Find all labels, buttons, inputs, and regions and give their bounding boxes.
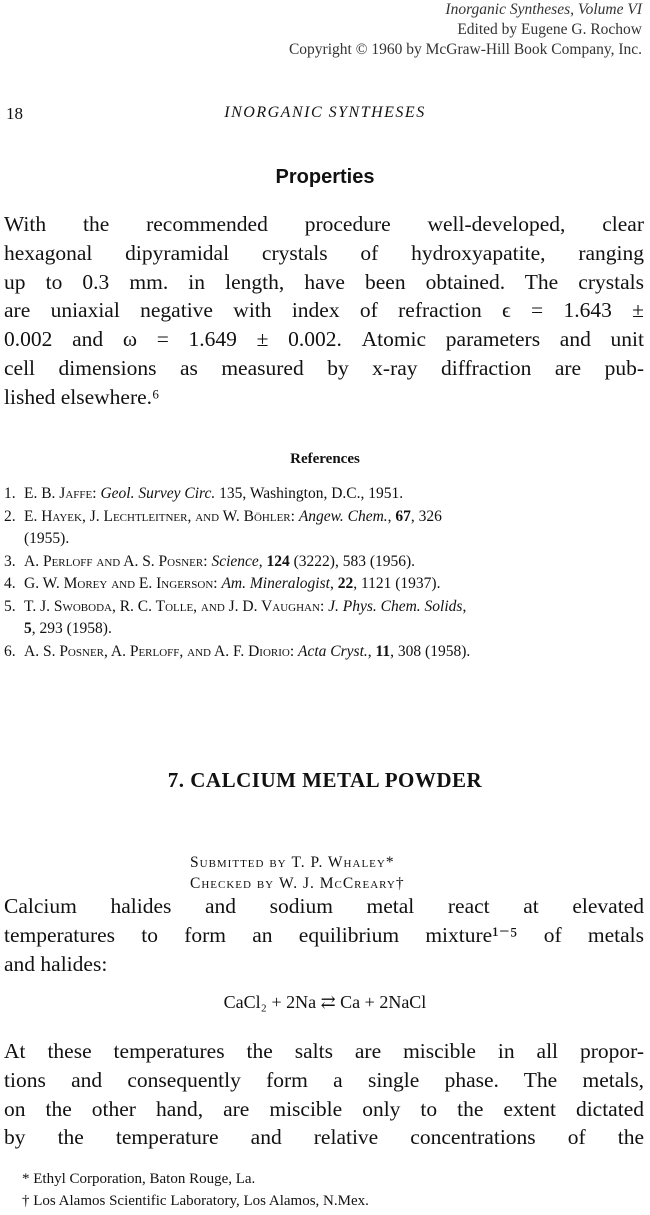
- text-line: With the recommended procedure well-developed, clear: [4, 212, 644, 236]
- footnotes: [22, 1168, 644, 1212]
- text-line: lished elsewhere.⁶: [4, 384, 160, 409]
- reference-item: 1. E. B. Jaffe: Geol. Survey Circ. 135, Washington, D.C., 1951.: [4, 485, 404, 502]
- body-paragraph: [4, 1037, 644, 1152]
- chemical-equation: CaCl₂ + 2Na ⇄ Ca + 2NaCl: [223, 992, 427, 1012]
- checked-by: Checked by W. J. McCreary†: [190, 875, 405, 892]
- reference-list: [4, 483, 644, 663]
- footnote: † Los Alamos Scientific Laboratory, Los Alamos, N.Mex.: [22, 1193, 369, 1209]
- properties-heading: Properties: [275, 166, 375, 188]
- running-head: [6, 104, 644, 126]
- copyright-line: Copyright © 1960 by McGraw-Hill Book Company, Inc.: [288, 41, 642, 58]
- text-line: hexagonal dipyramidal crystals of hydroxyapatite, ranging: [4, 240, 644, 265]
- text-line: on the other hand, are miscible only to the extent dictated: [4, 1096, 644, 1121]
- references-heading: References: [290, 451, 360, 467]
- text-line: temperatures to form an equilibrium mixture¹⁻⁵ of metals: [4, 922, 644, 947]
- page-number: 18: [6, 104, 23, 123]
- text-line: At these temperatures the salts are miscible in all propor-: [4, 1039, 644, 1063]
- contributors: [0, 852, 650, 894]
- text-line: tions and consequently form a single phase. The metals,: [4, 1067, 644, 1092]
- properties-paragraph: [4, 210, 644, 412]
- footnote: * Ethyl Corporation, Baton Rouge, La.: [22, 1171, 256, 1187]
- intro-paragraph: [4, 892, 644, 978]
- text-line: up to 0.3 mm. in length, have been obtained. The crystals: [4, 269, 644, 294]
- copyright-notice: [289, 0, 642, 60]
- running-title: INORGANIC SYNTHESES: [224, 104, 426, 121]
- section-title: 7. CALCIUM METAL POWDER: [167, 768, 483, 792]
- submitted-by: Submitted by T. P. Whaley*: [190, 854, 395, 871]
- reference-item: 4. G. W. Morey and E. Ingerson: Am. Mineralogist, 22, 1121 (1937).: [4, 575, 441, 592]
- editor-line: Edited by Eugene G. Rochow: [457, 21, 642, 38]
- text-line: and halides:: [4, 951, 108, 976]
- reference-item: 2. E. Hayek, J. Lechtleitner, and W. Böhler: Angew. Chem., 67, 326 (1955).: [4, 507, 442, 547]
- book-title: Inorganic Syntheses, Volume VI: [445, 1, 642, 18]
- text-line: Calcium halides and sodium metal react at elevated: [4, 894, 644, 918]
- text-line: by the temperature and relative concentrations of the: [4, 1125, 644, 1150]
- text-line: 0.002 and ω = 1.649 ± 0.002. Atomic parameters and unit: [4, 327, 644, 352]
- reference-item: 3. A. Perloff and A. S. Posner: Science, 124 (3222), 583 (1956).: [4, 552, 416, 570]
- reference-item: 6. A. S. Posner, A. Perloff, and A. F. Diorio: Acta Cryst., 11, 308 (1958).: [4, 642, 471, 660]
- text-line: cell dimensions as measured by x-ray diffraction are pub-: [4, 355, 644, 380]
- text-line: are uniaxial negative with index of refraction ϵ = 1.643 ±: [4, 298, 644, 323]
- reference-item: 5. T. J. Swoboda, R. C. Tolle, and J. D. Vaughan: J. Phys. Chem. Solids, 5, 293 (1958).: [4, 597, 467, 637]
